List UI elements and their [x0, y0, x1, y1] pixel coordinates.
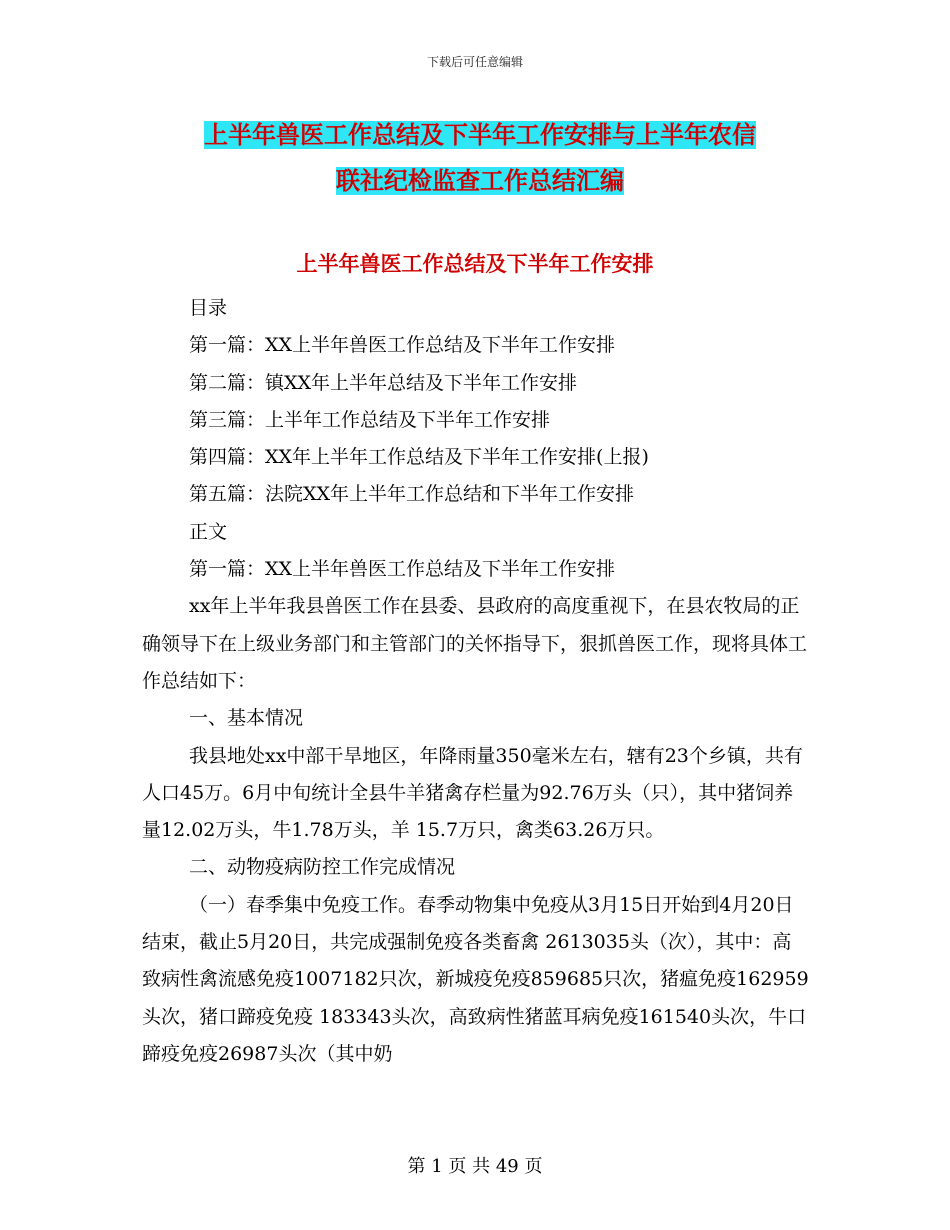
toc-item: 第三篇：上半年工作总结及下半年工作安排 — [189, 408, 551, 431]
toc-heading: 目录 — [189, 297, 228, 319]
body-paragraph: （一）春季集中免疫工作。春季动物集中免疫从3月15日开始到4月20日结束，截止5月20日，共完成强制免疫各类畜禽 2613035头（次），其中：高致病性禽流感免疫1007182只次，新城疫免疫859685只次，猪瘟免疫162959头次，猪口蹄疫免疫 183343头次，高致病性猪蓝耳病免疫161540头次，牛口蹄疫免疫26987头次（其中奶 — [142, 893, 809, 1065]
document-content — [142, 290, 810, 1073]
toc-item: 第二篇：镇XX年上半年总结及下半年工作安排 — [189, 371, 578, 394]
section-subtitle: 上半年兽医工作总结及下半年工作安排 — [296, 252, 654, 276]
document-main-title — [140, 112, 820, 204]
body-paragraph: xx年上半年我县兽医工作在县委、县政府的高度重视下，在县农牧局的正确领导下在上级业务部门和主管部门的关怀指导下，狠抓兽医工作，现将具体工作总结如下： — [142, 595, 808, 692]
section-heading: 一、基本情况 — [189, 707, 304, 730]
main-title-line2: 联社纪检监查工作总结汇编 — [336, 167, 624, 195]
toc-item: 第一篇：XX上半年兽医工作总结及下半年工作安排 — [189, 334, 616, 357]
toc-item: 第五篇：法院XX年上半年工作总结和下半年工作安排 — [189, 483, 635, 506]
body-paragraph: 我县地处xx中部干旱地区，年降雨量350毫米左右，辖有23个乡镇，共有人口45万。6月中旬统计全县牛羊猪禽存栏量为92.76万头（只），其中猪饲养量12.02万头，牛1.78万头，羊 15.7万只，禽类63.26万只。 — [142, 744, 803, 842]
section-heading: 二、动物疫病防控工作完成情况 — [189, 856, 456, 879]
main-title-line1: 上半年兽医工作总结及下半年工作安排与上半年农信 — [204, 121, 756, 149]
header-note: 下载后可任意编辑 — [426, 55, 523, 69]
chapter-title: 第一篇：XX上半年兽医工作总结及下半年工作安排 — [189, 558, 616, 581]
page-footer: 第 1 页 共 49 页 — [407, 1156, 543, 1177]
toc-item: 第四篇：XX年上半年工作总结及下半年工作安排(上报) — [189, 446, 649, 469]
body-heading: 正文 — [189, 520, 228, 543]
